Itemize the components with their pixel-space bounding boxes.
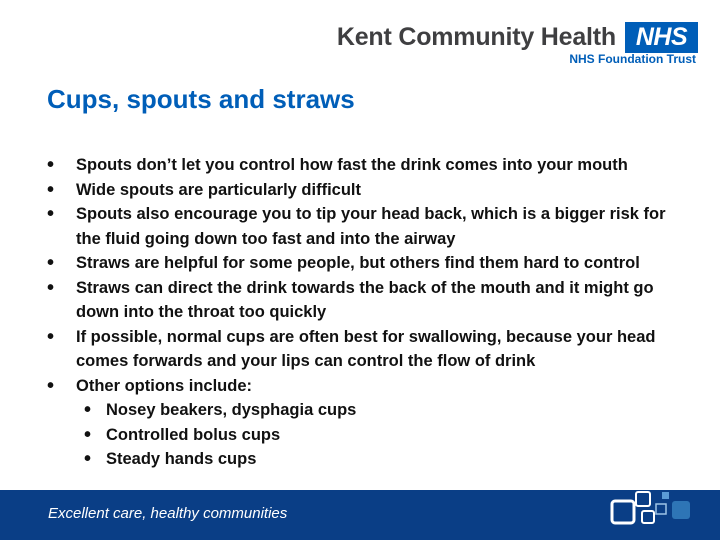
bullet-item xyxy=(0,374,720,399)
logo-square-blue xyxy=(672,501,690,519)
sub-bullet-item xyxy=(0,423,720,448)
sub-bullet-item xyxy=(0,398,720,423)
logo-square-tiny xyxy=(662,492,669,499)
bullet-icon: • xyxy=(47,203,55,225)
nhs-logo: NHS xyxy=(625,22,698,53)
bullet-list xyxy=(0,153,720,472)
bullet-text: Other options include: xyxy=(76,376,252,395)
footer-bar xyxy=(0,490,720,540)
bullet-item xyxy=(0,153,720,178)
logo-square-large xyxy=(612,501,634,523)
bullet-icon: • xyxy=(84,448,92,470)
bullet-item xyxy=(0,251,720,276)
bullet-icon: • xyxy=(84,423,92,446)
sub-bullet-text: Nosey beakers, dysphagia cups xyxy=(106,401,357,419)
bullet-text: Wide spouts are particularly difficult xyxy=(76,180,361,199)
bullet-icon: • xyxy=(47,178,55,201)
bullet-item xyxy=(0,202,720,251)
bullet-item xyxy=(0,325,720,374)
slide-title: Cups, spouts and straws xyxy=(47,84,355,114)
bullet-text: If possible, normal cups are often best for swallowing, because your head comes forwards and your lips can control the flow of drink xyxy=(76,327,656,370)
bullet-text: Straws can direct the drink towards the back of the mouth and it might go down into the throat too quickly xyxy=(76,278,654,321)
logo-square-small xyxy=(642,511,654,523)
bullet-text: Spouts don’t let you control how fast the drink comes into your mouth xyxy=(76,156,628,174)
sub-bullet-text: Steady hands cups xyxy=(106,450,257,468)
bullet-text: Straws are helpful for some people, but others find them hard to control xyxy=(76,254,640,272)
bullet-text: Spouts also encourage you to tip your head back, which is a bigger risk for the fluid going down too fast and into the airway xyxy=(76,205,666,248)
bullet-icon: • xyxy=(47,154,55,176)
bullet-item xyxy=(0,276,720,325)
bullet-icon: • xyxy=(47,252,55,274)
bullet-icon: • xyxy=(47,325,55,348)
bullet-icon: • xyxy=(47,374,55,397)
logo-square-outline xyxy=(656,504,666,514)
bullet-icon: • xyxy=(84,399,92,421)
sub-bullet-text: Controlled bolus cups xyxy=(106,425,281,444)
logo-square-medium xyxy=(636,492,650,506)
header-logo xyxy=(238,18,698,68)
org-subtitle: NHS Foundation Trust xyxy=(569,52,696,66)
org-name: Kent Community Health xyxy=(336,23,616,51)
footer-tagline: Excellent care, healthy communities xyxy=(48,505,288,522)
squares-logo-icon xyxy=(606,490,708,540)
bullet-item xyxy=(0,178,720,203)
bullet-icon: • xyxy=(47,276,55,299)
sub-bullet-item xyxy=(0,447,720,472)
